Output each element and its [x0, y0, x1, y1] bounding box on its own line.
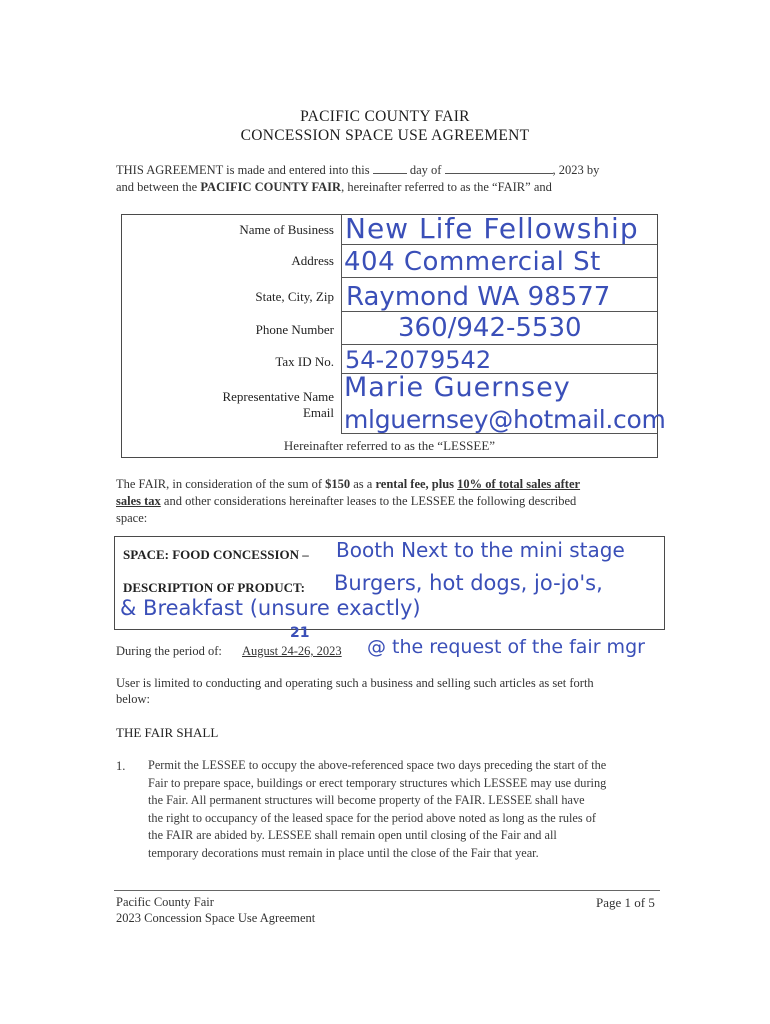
- intro-line-2: and between the PACIFIC COUNTY FAIR, hereinafter referred to as the “FAIR” and: [116, 180, 552, 194]
- period-note[interactable]: @ the request of the fair mgr: [367, 636, 645, 658]
- clause-1-line: the right to occupancy of the leased space for the period above noted as long as the rules of: [148, 810, 596, 825]
- description-value-line-2[interactable]: & Breakfast (unsure exactly): [120, 596, 421, 620]
- limit-text-line-1: User is limited to conducting and operating such a business and selling such articles as set forth: [116, 676, 594, 690]
- fee-paragraph-line-3: space:: [116, 511, 148, 525]
- clause-1-line: Fair to prepare space, buildings or erect temporary structures which LESSEE may use during: [148, 775, 607, 790]
- value-phone-number[interactable]: 360/942-5530: [398, 313, 582, 343]
- clause-1-line: the Fair. All permanent structures will become property of the FAIR. LESSEE shall have: [148, 793, 585, 807]
- label-business-name: Name of Business: [239, 222, 334, 237]
- value-business-name[interactable]: New Life Fellowship: [345, 212, 639, 245]
- label-representative-name: Representative Name: [222, 389, 334, 404]
- page-number: Page 1 of 5: [596, 895, 655, 910]
- footer-left-line-1: Pacific County Fair: [116, 895, 214, 909]
- label-address: Address: [291, 253, 334, 268]
- period-correction[interactable]: 21: [290, 625, 310, 641]
- label-tax-id: Tax ID No.: [275, 354, 334, 369]
- clause-1-number: 1.: [116, 759, 126, 773]
- period-label: During the period of:: [116, 644, 222, 658]
- clause-1-line: Permit the LESSEE to occupy the above-referenced space two days preceding the start of the: [148, 758, 607, 772]
- title-line-2: CONCESSION SPACE USE AGREEMENT: [240, 127, 530, 144]
- space-value[interactable]: Booth Next to the mini stage: [336, 538, 625, 562]
- label-state-city-zip: State, City, Zip: [255, 289, 334, 304]
- label-phone-number: Phone Number: [255, 322, 334, 337]
- clause-1-line: temporary decorations must remain in place until the close of the Fair that year.: [148, 845, 539, 860]
- lessee-footer: Hereinafter referred to as the “LESSEE”: [283, 438, 496, 453]
- space-label: SPACE: FOOD CONCESSION –: [123, 547, 309, 562]
- form-column-divider: [341, 214, 342, 433]
- limit-text-line-2: below:: [116, 692, 151, 706]
- footer-rule: [114, 890, 660, 891]
- title-line-1: PACIFIC COUNTY FAIR: [300, 108, 470, 125]
- section-heading: THE FAIR SHALL: [116, 725, 219, 740]
- description-label: DESCRIPTION OF PRODUCT:: [123, 580, 306, 595]
- value-representative-name[interactable]: Marie Guernsey: [344, 372, 571, 403]
- label-email: Email: [302, 405, 334, 420]
- clause-1-text: [148, 757, 658, 862]
- period-value: August 24-26, 2023: [242, 644, 342, 658]
- footer-left-line-2: 2023 Concession Space Use Agreement: [116, 911, 316, 925]
- fee-paragraph-line-2: sales tax and other considerations hereinafter leases to the LESSEE the following described: [116, 494, 577, 508]
- value-address[interactable]: 404 Commercial St: [344, 247, 601, 277]
- clause-1-line: the FAIR are abided by. LESSEE shall remain open until closing of the Fair and all: [148, 828, 557, 842]
- intro-line-1: THIS AGREEMENT is made and entered into this day of , 2023 by: [116, 163, 600, 177]
- value-tax-id[interactable]: 54-2079542: [345, 346, 492, 374]
- value-email[interactable]: mlguernsey@hotmail.com: [344, 405, 666, 434]
- value-state-city-zip[interactable]: Raymond WA 98577: [346, 282, 611, 312]
- fee-paragraph-line-1: The FAIR, in consideration of the sum of $150 as a rental fee, plus 10% of total sales after: [116, 477, 581, 491]
- description-value-line-1[interactable]: Burgers, hot dogs, jo-jo's,: [334, 571, 603, 595]
